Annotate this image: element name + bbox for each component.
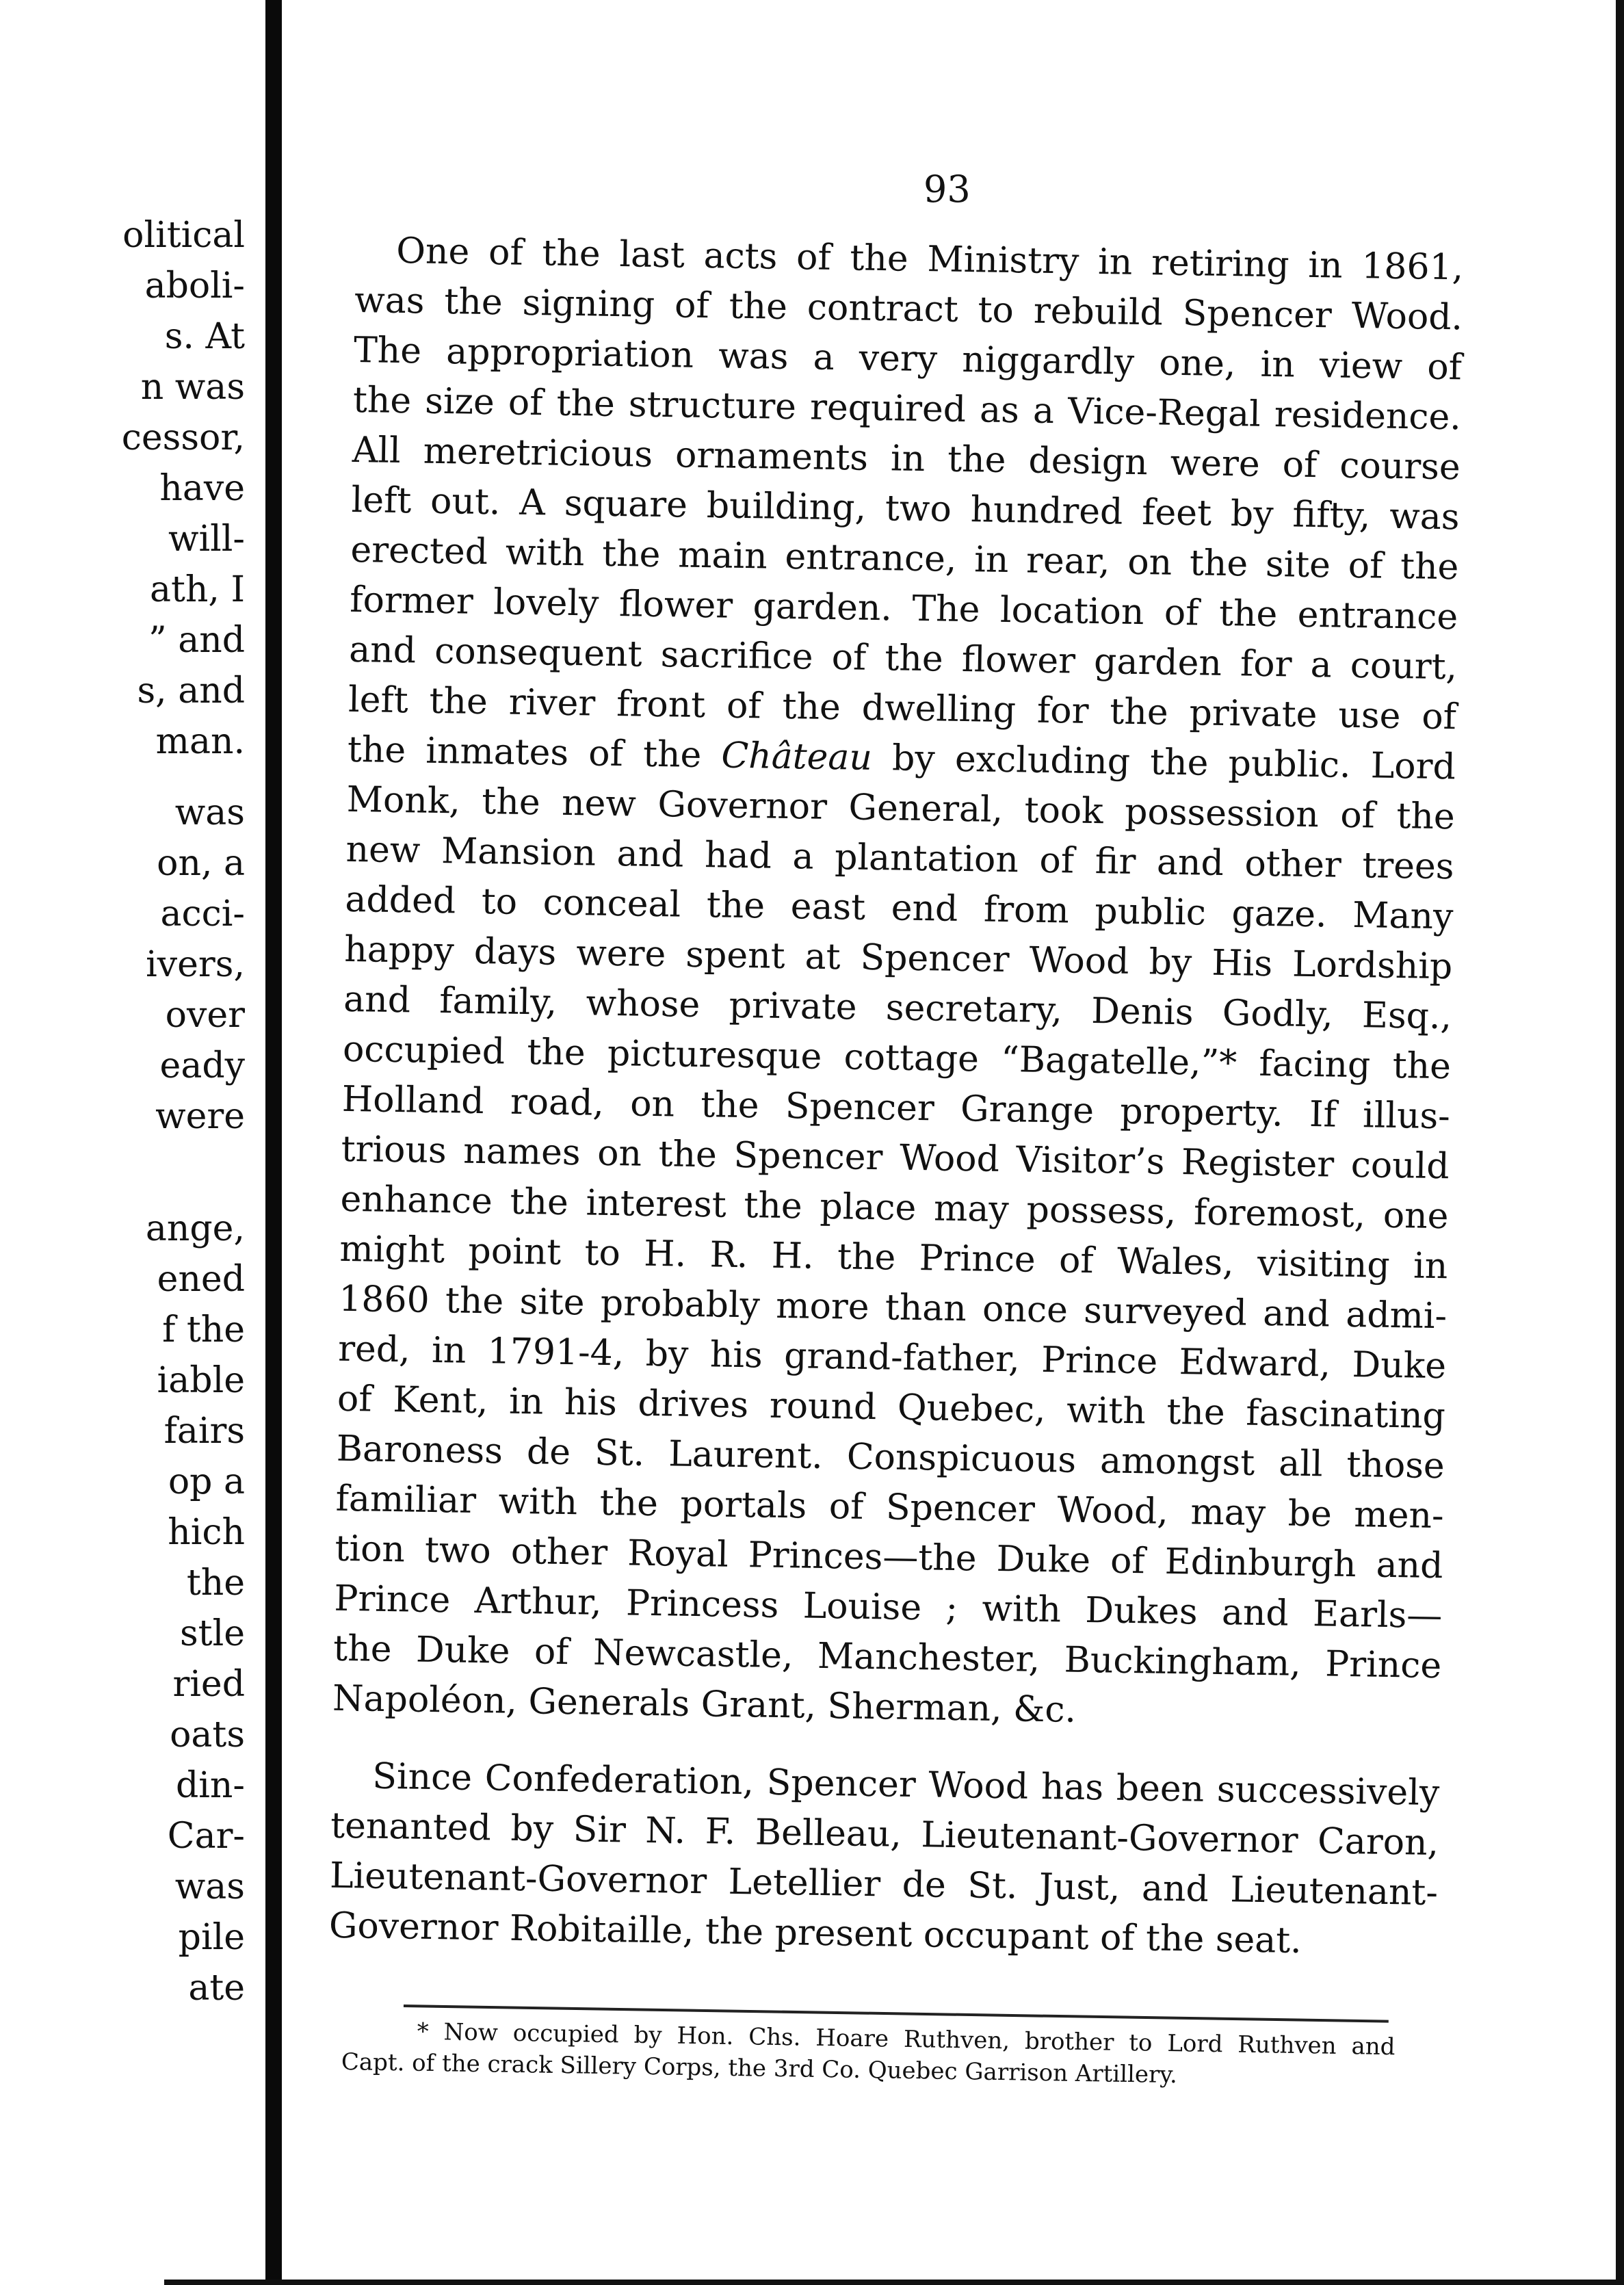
left-fragment: ath, I: [150, 569, 245, 610]
text-line: the Duke of Newcastle, Manchester, Buckingham, Prince: [332, 1628, 1442, 1687]
left-fragment: olitical: [122, 215, 245, 256]
left-fragment: acci-: [160, 893, 245, 935]
footnote-line: * Now occupied by Hon. Chs. Hoare Ruthven, brother to Lord Ruthven and: [417, 2018, 1396, 2061]
text-line: red, in 1791-4, by his grand-father, Prince Edward, Duke: [337, 1328, 1447, 1387]
text-line: new Mansion and had a plantation of fir and other trees: [345, 828, 1454, 888]
left-fragment: din-: [176, 1765, 245, 1806]
text-line: occupied the picturesque cottage “Bagatelle,”* facing the: [342, 1028, 1452, 1088]
text-line: added to conceal the east end from public gaze. Many: [345, 878, 1454, 938]
text-line: 1860 the site probably more than once surveyed and admi-: [338, 1278, 1448, 1337]
left-fragment: over: [165, 995, 245, 1036]
text-line: Governor Robitaille, the present occupant of the seat.: [328, 1905, 1302, 1962]
text-line: the size of the structure required as a Vice-Regal residence.: [352, 379, 1462, 439]
text-line: Monk, the new Governor General, took possession of the: [346, 779, 1456, 838]
left-fragment: hich: [168, 1512, 245, 1553]
text-line: Lieutenant-Governor Letellier de St. Just, and Lieutenant-: [329, 1855, 1439, 1914]
left-fragment: on, a: [157, 843, 245, 884]
left-fragment: fairs: [163, 1411, 245, 1452]
left-fragment: ivers,: [146, 944, 245, 985]
left-fragment: will-: [168, 519, 245, 560]
left-fragment: pile: [178, 1917, 245, 1958]
text-line: Prince Arthur, Princess Louise ; with Dukes and Earls—: [334, 1578, 1443, 1637]
left-fragment: man.: [155, 721, 245, 762]
left-fragment: ange,: [145, 1208, 245, 1249]
body-text: [328, 226, 1463, 1968]
text-line: Since Confederation, Spencer Wood has been successively: [371, 1755, 1440, 1814]
footnote-line: Capt. of the crack Sillery Corps, the 3rd Co. Quebec Garrison Artillery.: [341, 2048, 1178, 2089]
left-fragment: have: [159, 468, 245, 509]
text-line: The appropriation was a very niggardly one, in view of: [353, 329, 1463, 389]
left-fragment: f the: [162, 1309, 245, 1350]
text-line: happy days were spent at Spencer Wood by His Lordship: [343, 928, 1453, 988]
left-fragment: aboli-: [144, 265, 245, 306]
left-fragment: oats: [170, 1714, 245, 1755]
left-fragment: iable: [157, 1360, 245, 1401]
left-fragment: ried: [172, 1664, 245, 1705]
text-line: might point to H. R. H. the Prince of Wales, visiting in: [339, 1228, 1448, 1288]
left-fragment: was: [174, 1866, 245, 1907]
left-fragment: the: [186, 1563, 245, 1604]
text-line: familiar with the portals of Spencer Wood, may be men-: [335, 1478, 1445, 1537]
italic-word: Château: [721, 735, 873, 779]
text-line: former lovely flower garden. The location of the entrance: [349, 579, 1458, 638]
text-line: Baroness de St. Laurent. Conspicuous amongst all those: [336, 1428, 1445, 1487]
text-line: enhance the interest the place may possess, foremost, one: [340, 1178, 1449, 1238]
text-line: of Kent, in his drives round Quebec, with the fascinating: [337, 1378, 1446, 1437]
left-fragment: ate: [188, 1968, 245, 2009]
left-fragment: eady: [159, 1045, 245, 1086]
page-number: 93: [924, 168, 971, 211]
text-line: tenanted by Sir N. F. Belleau, Lieutenant-Governor Caron,: [330, 1805, 1439, 1864]
left-fragment: ened: [157, 1259, 245, 1300]
text-line: the inmates of the Château by excluding the public. Lord: [347, 729, 1456, 788]
text-line: All meretricious ornaments in the design were of course: [352, 429, 1461, 488]
text-line: and family, whose private secretary, Denis Godly, Esq.,: [343, 978, 1452, 1038]
left-fragment: were: [155, 1096, 245, 1137]
text-line: left the river front of the dwelling for the private use of: [348, 679, 1457, 738]
gutter-rule: [265, 0, 282, 2285]
text-line: One of the last acts of the Ministry in retiring in 1861,: [395, 230, 1464, 289]
page-edge-right: [1616, 0, 1624, 2285]
text-line: trious names on the Spencer Wood Visitor’s Register could: [341, 1128, 1450, 1188]
text-line: was the signing of the contract to rebuild Spencer Wood.: [354, 279, 1463, 339]
left-fragment: s, and: [137, 670, 245, 711]
page-edge-bottom: [164, 2280, 1624, 2285]
text-line: erected with the main entrance, in rear, on the site of the: [350, 529, 1459, 588]
left-fragment: s. At: [164, 316, 245, 357]
left-fragment: Car-: [167, 1816, 245, 1857]
left-fragment: n was: [140, 367, 245, 408]
left-fragment: was: [174, 792, 245, 833]
text-line: tion two other Royal Princes—the Duke of Edinburgh and: [335, 1528, 1443, 1587]
text-line: Holland road, on the Spencer Grange property. If illus-: [341, 1078, 1451, 1138]
footnote: [341, 2015, 1396, 2094]
text-line: left out. A square building, two hundred feet by fifty, was: [351, 479, 1460, 538]
text-line: and consequent sacrifice of the flower garden for a court,: [348, 629, 1458, 688]
left-fragment: stle: [180, 1613, 245, 1654]
left-fragment: op a: [168, 1461, 245, 1502]
left-facing-page: [0, 0, 254, 2285]
left-fragment: ” and: [148, 620, 245, 661]
text-line: Napoléon, Generals Grant, Sherman, &c.: [332, 1677, 1077, 1731]
left-fragment: cessor,: [121, 417, 245, 458]
